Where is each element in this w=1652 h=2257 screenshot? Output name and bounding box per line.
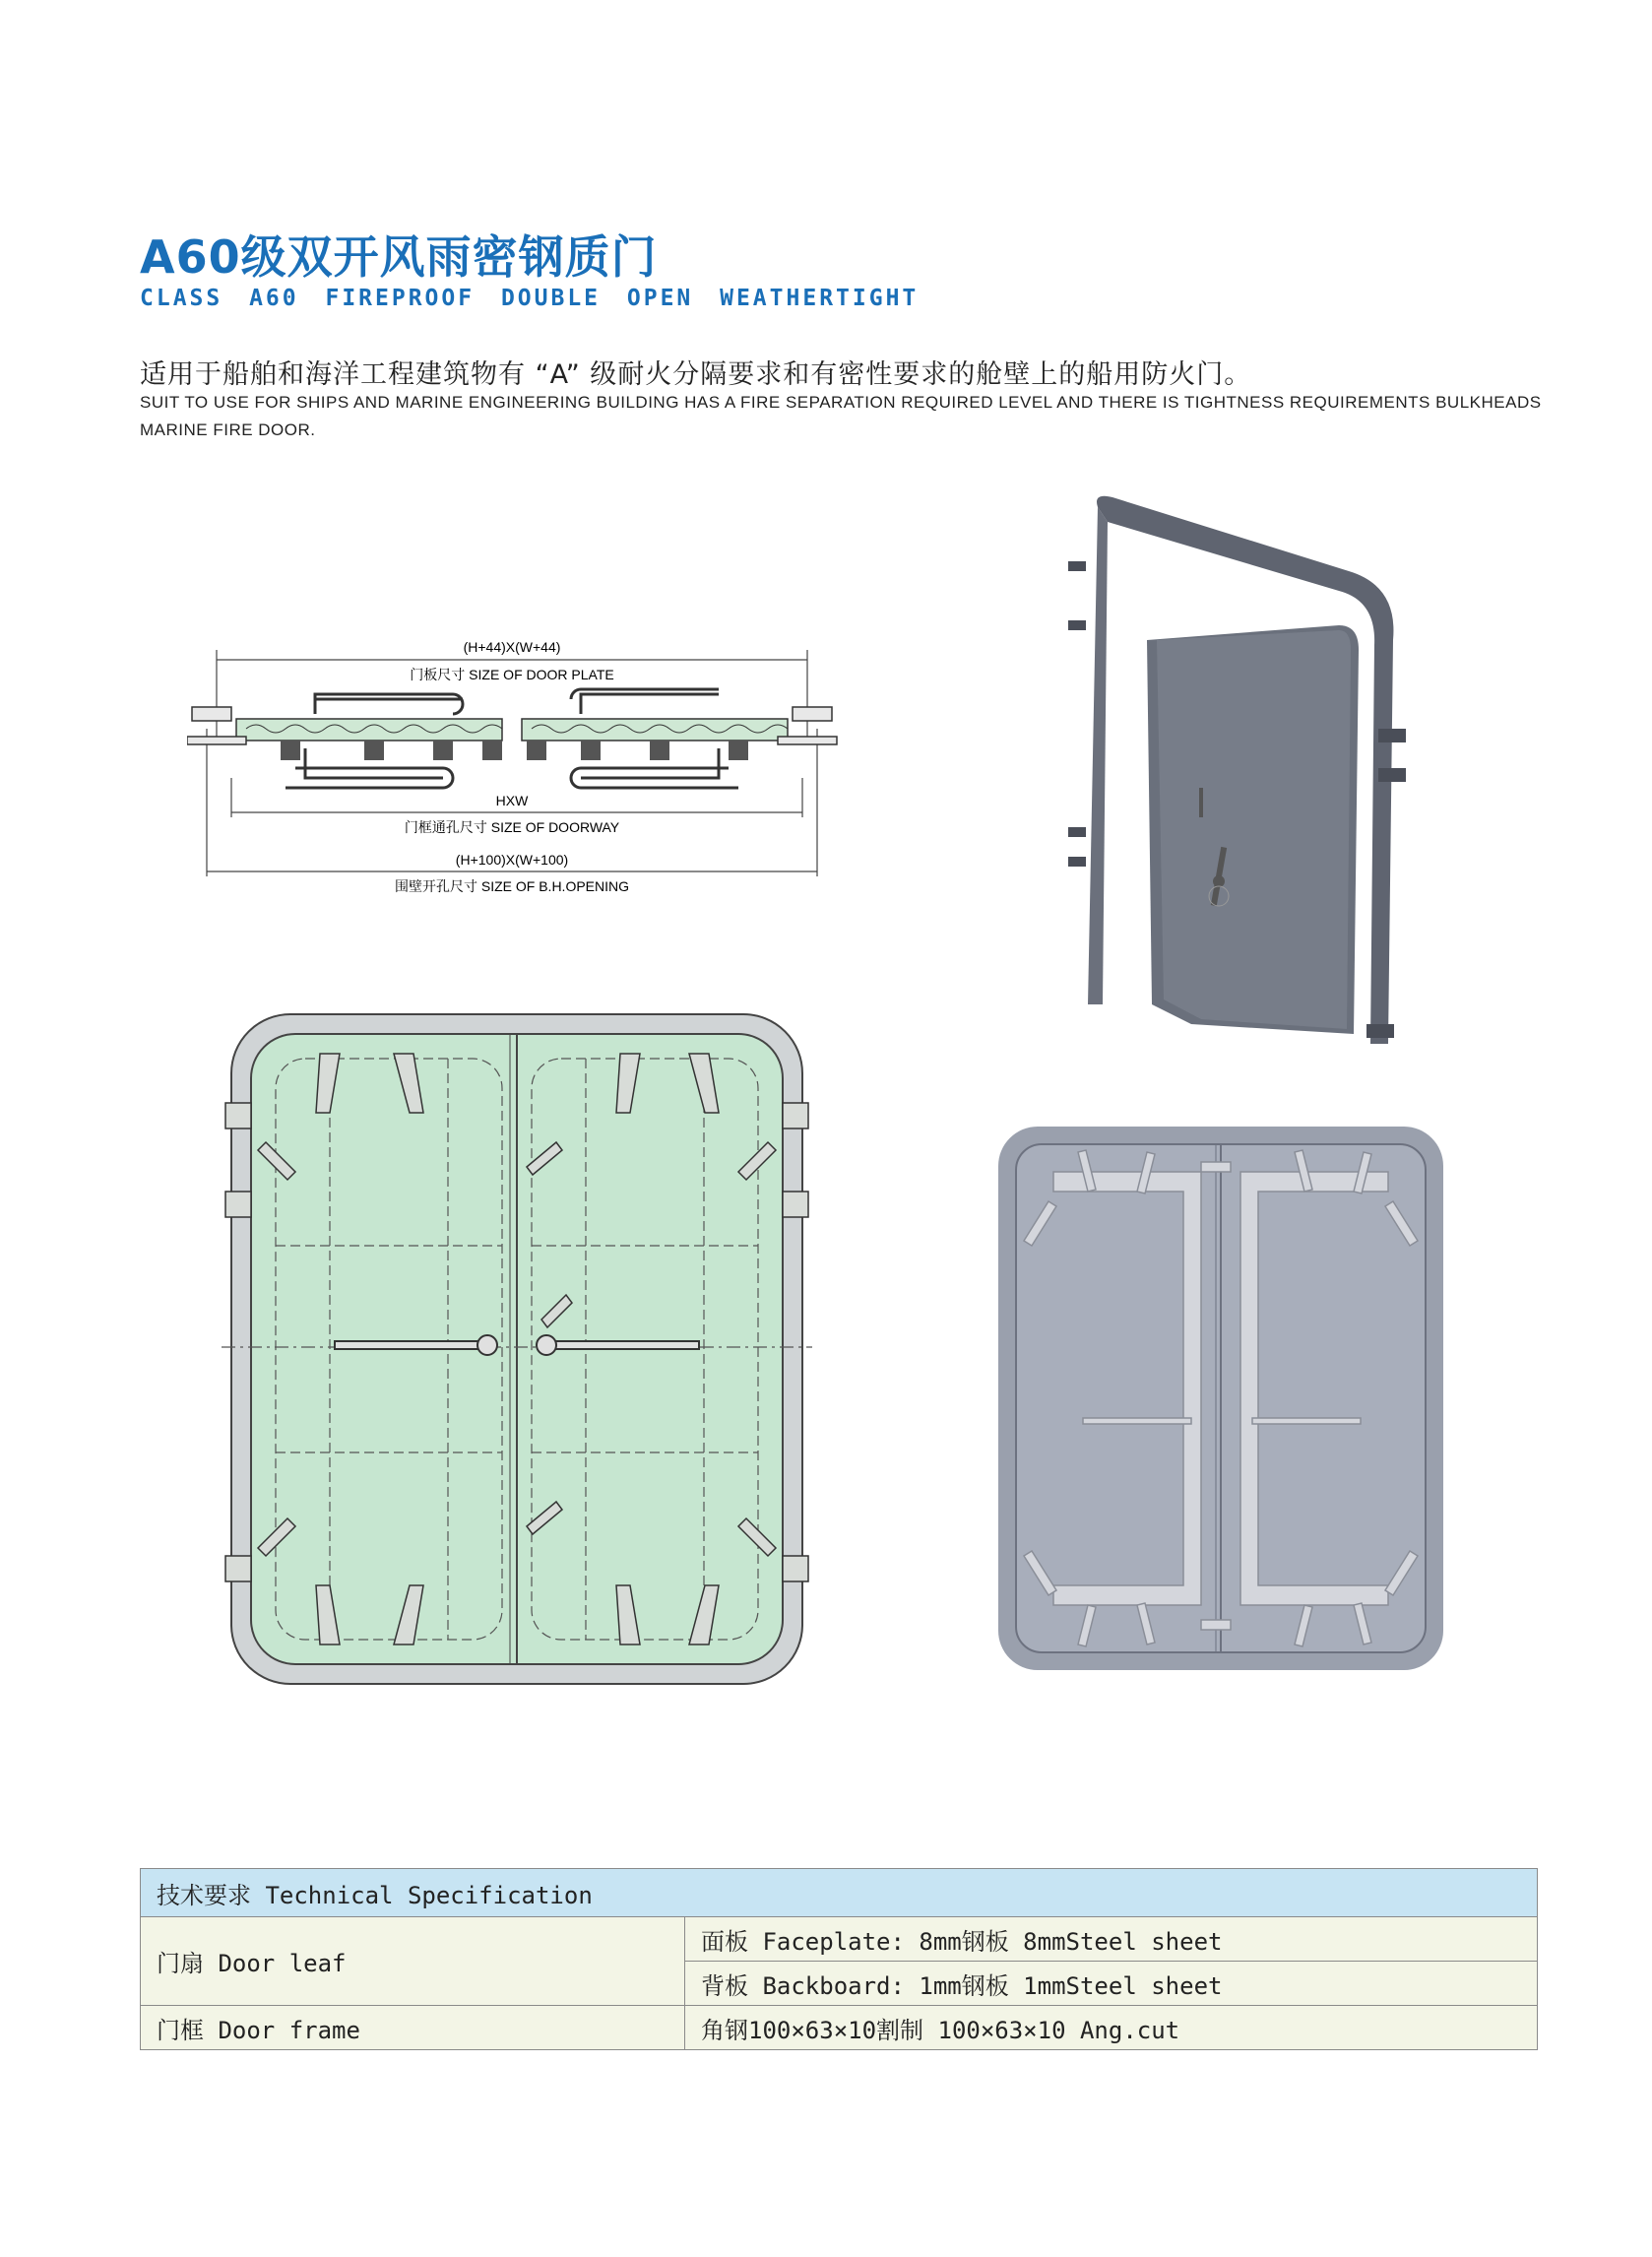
dim-doorway: HXW <box>495 793 529 808</box>
door-perspective-image <box>1053 492 1437 1083</box>
row-label-door-frame: 门框 Door frame <box>141 2006 685 2050</box>
dim-plate: (H+44)X(W+44) <box>463 639 561 655</box>
row-label-door-leaf: 门扇 Door leaf <box>141 1917 685 2006</box>
page-title: A60级双开风雨密钢质门 <box>140 230 658 284</box>
technical-spec-table <box>140 1868 1538 2050</box>
table-row <box>141 1917 1538 1962</box>
row-value-backboard: 背板 Backboard: 1mm钢板 1mmSteel sheet <box>685 1962 1538 2006</box>
description-en: SUIT TO USE FOR SHIPS AND MARINE ENGINEERING BUILDING HAS A FIRE SEPARATION REQUIRED LEVEL AND THERE IS TIGHTNESS REQUIREMENTS BULKHEADS MARINE FIRE DOOR. <box>140 393 1542 439</box>
table-header-row <box>141 1869 1538 1917</box>
door-elevation-drawing <box>222 1004 812 1694</box>
label-opening: 围壁开孔尺寸 SIZE OF B.H.OPENING <box>394 878 630 894</box>
door-rear-view-image <box>994 1123 1447 1674</box>
description-cn: 适用于船舶和海洋工程建筑物有 “A” 级耐火分隔要求和有密性要求的舱壁上的船用防火门。 <box>140 359 1252 390</box>
label-doorway: 门框通孔尺寸 SIZE OF DOORWAY <box>404 819 620 835</box>
dim-opening: (H+100)X(W+100) <box>455 852 569 868</box>
row-value-frame: 角钢100×63×10割制 100×63×10 Ang.cut <box>685 2006 1538 2050</box>
table-row <box>141 2006 1538 2050</box>
door-section-drawing <box>187 630 896 906</box>
row-value-faceplate: 面板 Faceplate: 8mm钢板 8mmSteel sheet <box>685 1917 1538 1962</box>
page-subtitle: CLASS A60 FIREPROOF DOUBLE OPEN WEATHERTIGHT <box>140 286 920 311</box>
label-plate: 门板尺寸 SIZE OF DOOR PLATE <box>410 667 614 682</box>
table-header: 技术要求 Technical Specification <box>141 1869 1538 1917</box>
